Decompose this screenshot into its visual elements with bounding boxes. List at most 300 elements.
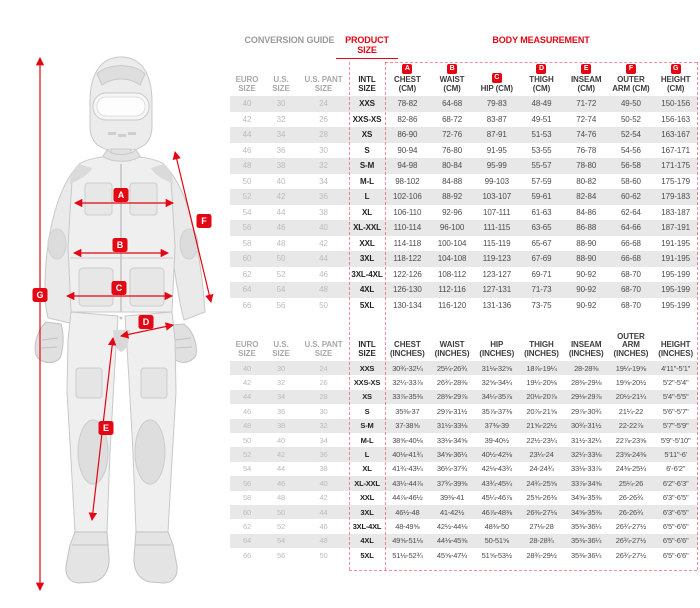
cell-us-size: 38 [264, 419, 298, 433]
svg-text:E: E [103, 423, 109, 434]
cell-b: 88-92 [430, 189, 475, 205]
cell-c: 46⅞-48⅜ [474, 505, 519, 519]
column-header-g: HEIGHT (INCHES) [658, 340, 694, 358]
cell-f: 62-64 [620, 207, 641, 217]
cell-f: 68-70 [620, 269, 641, 279]
cell-e: 33⅞-34⅝ [564, 476, 609, 490]
cell-a: 41¾-43¼ [392, 464, 423, 474]
measure-letter-badge: D [536, 64, 546, 74]
cell-f: 19⅝-20½ [615, 378, 647, 388]
cell-intl-size: XXS-XS [353, 378, 381, 388]
cell-euro-size: 58 [243, 493, 251, 503]
cell-c: 99-103 [484, 176, 509, 186]
cell-a: 102-106 [385, 189, 430, 205]
rider-art [35, 57, 205, 583]
cell-d: 67-69 [519, 251, 564, 267]
cell-b: 44⅛-45⅝ [430, 534, 475, 548]
cell-us-pant-size: 50 [319, 550, 328, 560]
cell-a: 48-49⅝ [395, 521, 420, 531]
cell-euro-size: 66 [243, 550, 251, 560]
measure-label-b [113, 238, 128, 252]
cell-f: 66-68 [620, 238, 641, 248]
column-header-intl: INTL SIZE [358, 340, 376, 358]
measure-letter-badge: C [492, 73, 502, 83]
cell-us-size: 48 [277, 493, 285, 503]
cell-us-size: 50 [264, 505, 298, 519]
cell-g: 6'3"-6'5" [653, 505, 698, 519]
cell-us-size: 34 [264, 390, 298, 404]
cell-d: 48-49 [519, 96, 564, 112]
svg-text:G: G [36, 290, 44, 301]
cell-b: 42½-44⅛ [436, 521, 468, 531]
cell-us-pant-size: 44 [298, 505, 349, 519]
column-header-d: D THIGH (CM) [529, 65, 554, 93]
cell-f: 50-52 [620, 114, 641, 124]
cell-intl-size: XL-XXL [349, 220, 385, 236]
cell-c: 37⅜-39 [474, 419, 519, 433]
cell-a: 118-122 [385, 251, 430, 267]
column-header-euro: EURO SIZE [235, 75, 259, 93]
cell-d: 69-71 [531, 269, 552, 279]
cell-us-size: 50 [264, 251, 298, 267]
cell-e: 30¾-31½ [564, 419, 609, 433]
cell-d: 22½-23¼ [526, 435, 557, 445]
cell-c: 51⅝-53½ [481, 550, 512, 560]
cell-g: 167-171 [661, 145, 690, 155]
cell-g: 195-199 [661, 269, 690, 279]
cell-b: 31½-33⅛ [430, 419, 475, 433]
svg-text:D: D [142, 317, 150, 328]
cell-d: 73-75 [531, 300, 552, 310]
cell-c: 79-83 [474, 96, 519, 112]
cell-a: 32¼-33⅞ [392, 378, 423, 388]
cell-g: 4'11"-5'1" [653, 361, 698, 375]
cell-us-size: 48 [276, 238, 286, 248]
cell-b: 29⅞-31½ [436, 406, 468, 416]
cell-f: 23⅝-24⅜ [609, 447, 654, 461]
cell-f: 26-26¾ [609, 505, 654, 519]
cell-g: 6'3"-6'5" [662, 493, 689, 503]
cell-e: 31½-32¼ [571, 435, 602, 445]
cell-c: 83-87 [486, 114, 507, 124]
cell-us-size: 46 [264, 476, 298, 490]
cm-measurement-table [230, 62, 698, 313]
cell-b: 72-76 [430, 127, 475, 143]
cell-f: 54-56 [620, 145, 641, 155]
cell-g: 6'5"-6'6" [662, 550, 689, 560]
cell-b: 28⅜-29⅞ [430, 390, 475, 404]
cell-intl-size: XXS [349, 361, 385, 375]
cell-e: 78-80 [564, 158, 609, 174]
cell-a: 44⅞-46½ [392, 493, 423, 503]
cell-intl-size: 3XL [349, 251, 385, 267]
cell-euro-size: 44 [230, 390, 264, 404]
cell-us-size: 36 [276, 145, 286, 155]
cell-a: 51⅛-52¾ [392, 550, 423, 560]
cell-c: 123-127 [482, 269, 512, 279]
body-measurement-label: BODY MEASUREMENT [492, 35, 590, 45]
cell-euro-size: 60 [230, 505, 264, 519]
cell-intl-size: S-M [349, 419, 385, 433]
cell-intl-size: 3XL [349, 505, 385, 519]
cell-us-size: 30 [264, 96, 298, 112]
cell-us-size: 56 [277, 550, 285, 560]
cell-intl-size: 4XL [349, 534, 385, 548]
cell-e: 72-74 [576, 114, 597, 124]
cell-f: 24⅜-25¼ [615, 464, 647, 474]
cell-us-size: 44 [277, 464, 285, 474]
cell-us-size: 40 [277, 435, 285, 445]
rider-figure [0, 0, 230, 608]
measure-letter-badge: E [581, 64, 591, 74]
cell-b: 80-84 [430, 158, 475, 174]
cell-d: 55-57 [519, 158, 564, 174]
cell-f: 60-62 [609, 189, 654, 205]
cell-euro-size: 64 [230, 534, 264, 548]
cell-c: 39-40½ [484, 435, 509, 445]
cell-d: 49-51 [531, 114, 552, 124]
cell-a: 40⅛-41¾ [385, 447, 430, 461]
cell-us-pant-size: 38 [319, 207, 328, 217]
cell-us-pant-size: 34 [319, 435, 328, 445]
cell-euro-size: 62 [243, 521, 251, 531]
measure-label-d [139, 315, 154, 329]
cell-e: 34⅝-35⅜ [571, 493, 602, 503]
cell-b: 25¼-26¾ [430, 361, 475, 375]
cell-c: 48⅜-50 [484, 521, 509, 531]
cell-g: 191-195 [661, 238, 690, 248]
cell-euro-size: 52 [230, 189, 264, 205]
cell-intl-size: XL-XXL [349, 476, 385, 490]
cell-b: 76-80 [442, 145, 463, 155]
cell-e: 74-76 [564, 127, 609, 143]
cell-e: 84-86 [576, 207, 597, 217]
cell-us-size: 40 [276, 176, 286, 186]
cell-b: 116-120 [438, 300, 467, 310]
cell-b: 64-68 [430, 96, 475, 112]
cell-e: 29⅞-30¾ [571, 406, 602, 416]
cell-g: 5'7"-5'9" [653, 419, 698, 433]
cell-c: 95-99 [474, 158, 519, 174]
cell-us-pant-size: 36 [298, 447, 349, 461]
column-header-a: CHEST (INCHES) [389, 340, 425, 358]
cell-c: 111-115 [474, 220, 519, 236]
column-header-e: E INSEAM (CM) [570, 65, 602, 93]
cell-us-pant-size: 28 [298, 390, 349, 404]
cell-intl-size: 3XL-4XL [352, 521, 382, 531]
cell-g: 6'-6'2" [666, 464, 686, 474]
cell-d: 65-67 [531, 238, 552, 248]
cell-c: 50-51⅝ [474, 534, 519, 548]
cell-e: 90-92 [576, 269, 597, 279]
cell-e: 33⅛-33⅞ [571, 464, 602, 474]
cell-g: 175-179 [661, 176, 690, 186]
cell-a: 82-86 [397, 114, 418, 124]
cell-c: 87-91 [474, 127, 519, 143]
cell-b: 84-88 [442, 176, 463, 186]
cell-us-size: 54 [264, 282, 298, 298]
cell-us-pant-size: 42 [319, 238, 328, 248]
cell-us-pant-size: 26 [319, 378, 328, 388]
cell-a: 94-98 [385, 158, 430, 174]
cell-g: 191-195 [653, 251, 698, 267]
cell-c: 32⅝-34¼ [481, 378, 512, 388]
cell-b: 41-42½ [430, 505, 475, 519]
cell-f: 56-58 [609, 158, 654, 174]
cell-e: 32¼-33⅛ [564, 447, 609, 461]
cell-b: 39⅜-41 [439, 493, 465, 503]
cell-a: 78-82 [385, 96, 430, 112]
cell-intl-size: L [349, 189, 385, 205]
cell-us-size: 56 [276, 300, 286, 310]
measure-label-a [114, 188, 129, 202]
measure-letter-badge: G [671, 64, 681, 74]
svg-text:F: F [201, 216, 207, 227]
cell-f: 26¾-27½ [615, 550, 647, 560]
cell-a: 46½-48 [385, 505, 430, 519]
measure-letter-badge: A [402, 64, 412, 74]
cell-intl-size: 5XL [359, 300, 375, 310]
measure-label-c [112, 281, 127, 295]
cell-d: 24¾-25⅝ [519, 476, 564, 490]
cell-euro-size: 56 [230, 220, 264, 236]
cell-d: 53-55 [531, 145, 552, 155]
cell-intl-size: XL [361, 207, 373, 217]
cell-a: 126-130 [385, 282, 430, 298]
cell-euro-size: 42 [243, 378, 251, 388]
cell-us-pant-size: 32 [298, 419, 349, 433]
cell-us-pant-size: 50 [319, 300, 328, 310]
cell-e: 88-90 [576, 238, 597, 248]
cell-g: 5'9"-5'10" [660, 435, 691, 445]
measure-label-e [99, 421, 114, 435]
cell-c: 43¾-45¼ [474, 476, 519, 490]
cell-e: 35⅜-36¼ [564, 534, 609, 548]
cell-c: 91-95 [486, 145, 507, 155]
product-size-label: PRODUCT SIZE [336, 35, 398, 59]
cell-d: 19¼-20⅛ [526, 378, 557, 388]
cell-b: 100-104 [437, 238, 467, 248]
cell-us-pant-size: 44 [298, 251, 349, 267]
cell-g: 5'6"-5'7" [662, 406, 689, 416]
cell-euro-size: 50 [243, 435, 251, 445]
cell-b: 26¾-28⅜ [436, 378, 468, 388]
cell-us-size: 30 [264, 361, 298, 375]
cell-a: 130-134 [393, 300, 422, 310]
cell-b: 36¼-37¾ [436, 464, 468, 474]
cell-d: 57-59 [531, 176, 552, 186]
column-header-pant: U.S. PANT SIZE [304, 75, 343, 93]
cell-f: 21¼-22 [618, 406, 644, 416]
cell-us-pant-size: 30 [319, 145, 328, 155]
cell-a: 122-126 [393, 269, 422, 279]
cell-us-pant-size: 32 [298, 158, 349, 174]
cell-a: 90-94 [397, 145, 418, 155]
cell-g: 183-187 [661, 207, 690, 217]
tables-panel [230, 28, 698, 588]
cell-intl-size: XS [349, 390, 385, 404]
cell-g: 6'5"-6'6" [662, 521, 689, 531]
cell-b: 104-108 [430, 251, 475, 267]
cell-a: 30¾-32¼ [385, 361, 430, 375]
cell-euro-size: 58 [242, 238, 252, 248]
cell-a: 98-102 [395, 176, 420, 186]
svg-text:B: B [116, 240, 124, 251]
column-header-intl: INTL SIZE [358, 75, 376, 93]
cell-euro-size: 50 [242, 176, 252, 186]
table-group-headers [230, 28, 698, 62]
cell-e: 88-90 [564, 251, 609, 267]
cell-b: 33⅛-34⅝ [436, 435, 468, 445]
column-header-g: G HEIGHT (CM) [660, 65, 691, 93]
cell-a: 38⅝-40⅛ [392, 435, 423, 445]
cell-d: 20⅛-20⅞ [519, 390, 564, 404]
cell-c: 42⅛-43¾ [481, 464, 512, 474]
cell-f: 68-70 [609, 282, 654, 298]
inches-measurement-table [230, 323, 698, 562]
cell-e: 35⅜-36¼ [571, 550, 602, 560]
dashed-border-bottom [349, 570, 697, 571]
cell-intl-size: 3XL-4XL [351, 269, 383, 279]
cell-f: 52-54 [609, 127, 654, 143]
cell-a: 49⅝-51⅛ [385, 534, 430, 548]
cell-euro-size: 60 [230, 251, 264, 267]
cell-f: 26¾-27½ [615, 521, 647, 531]
measure-letter-badge: F [626, 64, 636, 74]
cell-g: 6'5"-6'6" [653, 534, 698, 548]
cell-intl-size: S-M [349, 158, 385, 174]
cell-intl-size: L [349, 447, 385, 461]
cell-f: 64-66 [609, 220, 654, 236]
dashed-border-left [349, 62, 350, 570]
dashed-border-intl [385, 62, 386, 570]
svg-text:A: A [117, 190, 125, 201]
column-header-us: U.S. SIZE [272, 75, 290, 93]
cell-us-size: 38 [264, 158, 298, 174]
cell-us-size: 52 [277, 521, 285, 531]
cell-intl-size: XXS-XS [352, 114, 382, 124]
cell-us-size: 46 [264, 220, 298, 236]
cell-e: 35⅜-36¼ [571, 521, 602, 531]
cell-g: 163-167 [653, 127, 698, 143]
cell-d: 28¾-29½ [526, 550, 557, 560]
cell-us-pant-size: 40 [298, 220, 349, 236]
cell-a: 33⅞-35⅜ [385, 390, 430, 404]
cell-d: 21⅝-22½ [519, 419, 564, 433]
cell-g: 5'4"-5'5" [653, 390, 698, 404]
cell-f: 25¼-26 [609, 476, 654, 490]
cell-e: 28⅜-29⅛ [571, 378, 602, 388]
cell-euro-size: 64 [230, 282, 264, 298]
dashed-border-top [385, 62, 697, 63]
cell-us-pant-size: 48 [298, 534, 349, 548]
cell-f: 66-68 [609, 251, 654, 267]
cell-euro-size: 44 [230, 127, 264, 143]
cell-d: 61-63 [531, 207, 552, 217]
cell-euro-size: 62 [242, 269, 252, 279]
cell-euro-size: 66 [242, 300, 252, 310]
cell-b: 112-116 [430, 282, 475, 298]
cell-f: 68-70 [620, 300, 641, 310]
cell-euro-size: 46 [242, 145, 252, 155]
measure-label-f [197, 214, 212, 228]
cell-e: 82-84 [564, 189, 609, 205]
cell-f: 22⅞-23⅝ [615, 435, 647, 445]
cell-c: 40½-42⅛ [474, 447, 519, 461]
column-header-a: A CHEST (CM) [394, 65, 421, 93]
cell-intl-size: M-L [360, 435, 374, 445]
cell-euro-size: 48 [230, 158, 264, 174]
cell-euro-size: 42 [242, 114, 252, 124]
cell-b: 92-96 [442, 207, 463, 217]
cell-g: 5'2"-5'4" [662, 378, 689, 388]
cell-g: 195-199 [661, 300, 690, 310]
cell-us-size: 36 [277, 406, 285, 416]
rider-figure-illustration [0, 0, 230, 608]
measure-label-g [33, 288, 48, 302]
cell-us-pant-size: 42 [319, 493, 328, 503]
cell-d: 20⅞-21⅝ [526, 406, 557, 416]
cell-e: 28-28⅜ [564, 361, 609, 375]
cell-c: 107-111 [483, 207, 511, 217]
cell-c: 34¼-35⅞ [474, 390, 519, 404]
cell-a: 114-118 [393, 238, 422, 248]
column-header-pant: U.S. PANT SIZE [304, 340, 343, 358]
column-header-c: C HIP (CM) [480, 73, 513, 93]
cell-e: 86-88 [564, 220, 609, 236]
cell-us-size: 42 [264, 447, 298, 461]
cell-e: 71-72 [564, 96, 609, 112]
cell-us-pant-size: 24 [298, 96, 349, 112]
cell-d: 26⅜-27⅛ [519, 505, 564, 519]
cell-a: 43¼-44⅞ [385, 476, 430, 490]
cell-euro-size: 48 [230, 419, 264, 433]
cell-us-pant-size: 34 [319, 176, 328, 186]
cell-intl-size: XS [349, 127, 385, 143]
cell-e: 80-82 [576, 176, 597, 186]
cell-intl-size: 5XL [360, 550, 374, 560]
cell-intl-size: M-L [360, 176, 374, 186]
cell-g: 156-163 [661, 114, 690, 124]
cell-us-pant-size: 38 [319, 464, 328, 474]
cell-d: 24-24¾ [529, 464, 554, 474]
column-header-f: OUTER ARM (INCHES) [613, 331, 649, 358]
cell-a: 37-38⅝ [385, 419, 430, 433]
cell-f: 26-26¾ [618, 493, 644, 503]
cell-d: 28-28¾ [519, 534, 564, 548]
cell-d: 63-65 [519, 220, 564, 236]
cell-f: 26¾-27½ [609, 534, 654, 548]
cell-e: 76-78 [576, 145, 597, 155]
cell-euro-size: 46 [243, 406, 251, 416]
cell-c: 127-131 [474, 282, 519, 298]
cell-euro-size: 52 [230, 447, 264, 461]
cell-intl-size: XXL [359, 238, 375, 248]
cell-g: 150-156 [653, 96, 698, 112]
svg-text:C: C [115, 283, 123, 294]
cell-a: 106-110 [393, 207, 422, 217]
column-header-c: HIP (INCHES) [479, 340, 515, 358]
cell-us-pant-size: 28 [298, 127, 349, 143]
cell-us-size: 52 [276, 269, 286, 279]
cell-a: 86-90 [385, 127, 430, 143]
cell-intl-size: 4XL [349, 282, 385, 298]
cell-us-pant-size: 40 [298, 476, 349, 490]
cell-g: 6'2"-6'3" [653, 476, 698, 490]
cell-b: 45⅝-47¼ [436, 550, 468, 560]
cell-d: 51-53 [519, 127, 564, 143]
cell-d: 59-61 [519, 189, 564, 205]
